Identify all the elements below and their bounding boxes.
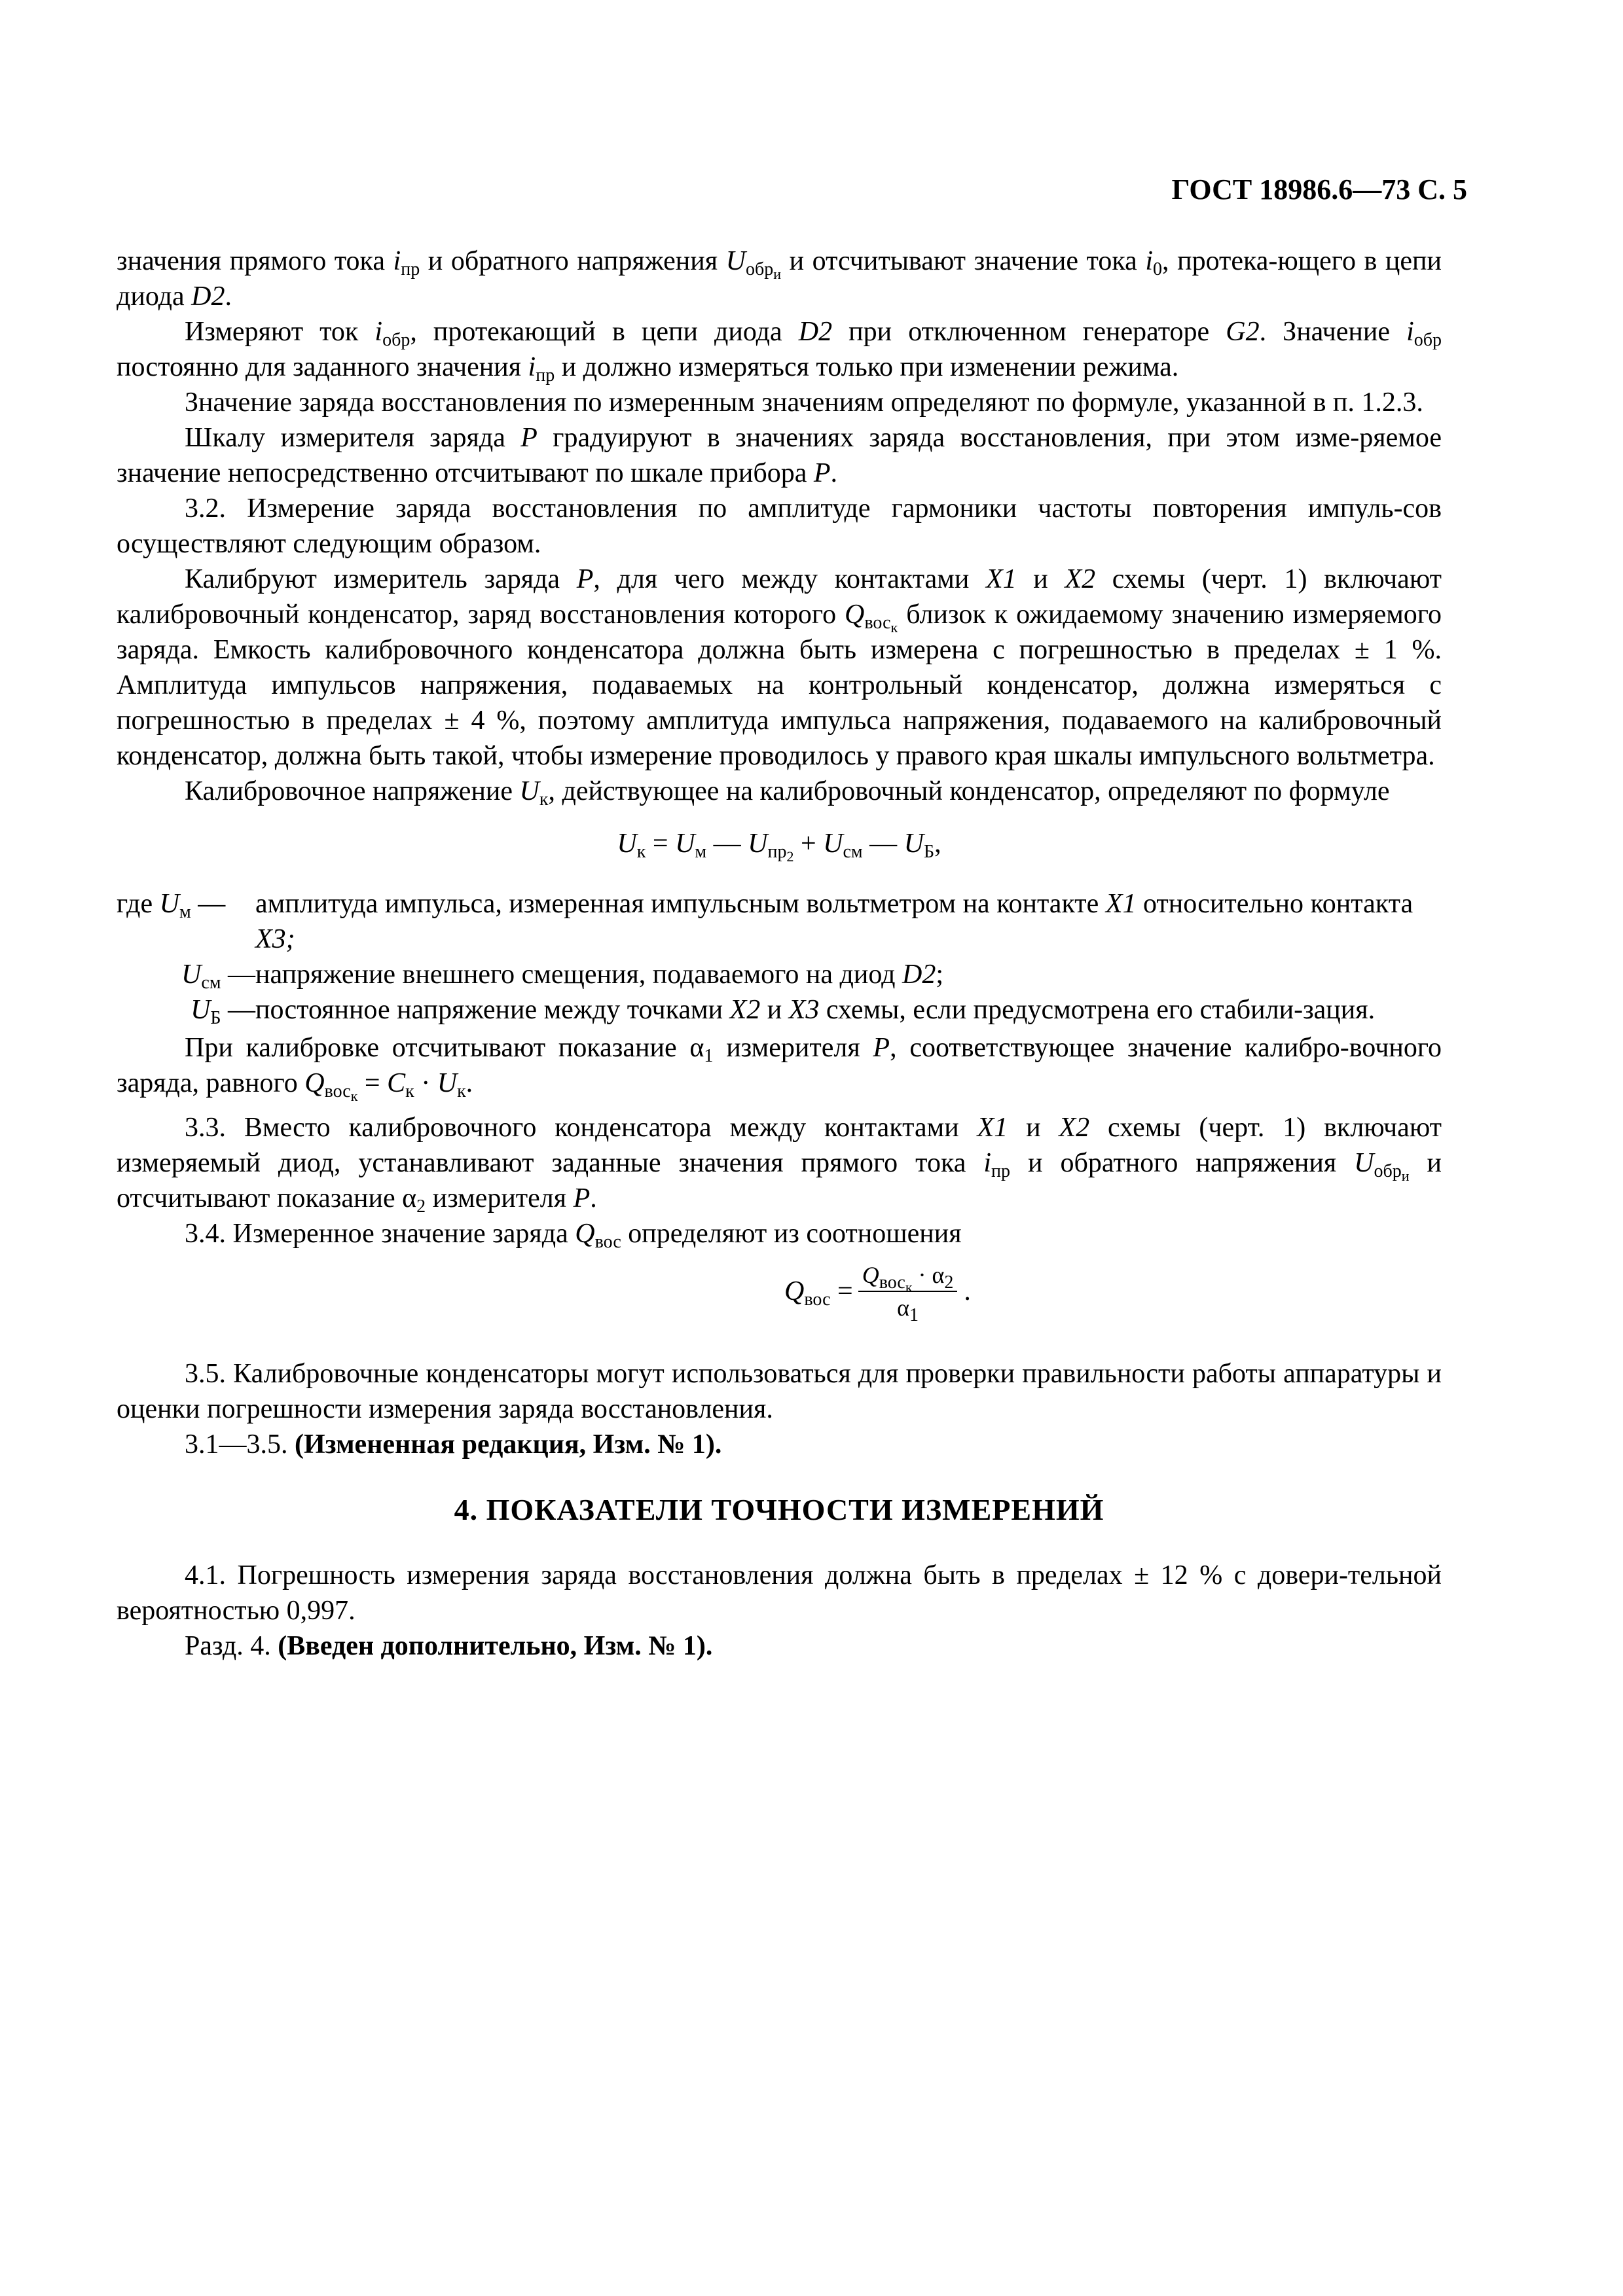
paragraph-reverse-current: Измеряют ток $i_{обр}$, протекающий в цепи диода D2 при отключенном генераторе G2. Значение $i_{обр}$ постоянно для заданного значения $i_{пр}$ и должно измеряться только при изменении режима.: [117, 317, 1442, 386]
definition-um: где $U_м$ — амплитуда импульса, измеренная импульсным вольтметром на контакте X1 относительно контакта X3;: [117, 889, 1413, 954]
paragraph-continuation: значения прямого тока $i_{пр}$ и обратного напряжения $U_{обр_и}$ и отсчитывают значение тока $i_0$, протека-ющего в цепи диода D2.: [117, 246, 1442, 312]
paragraph-3-2: 3.2. Измерение заряда восстановления по амплитуде гармоники частоты повторения импуль-сов осуществляют следующим образом.: [117, 493, 1442, 559]
paragraph-amendment-3: 3.1—3.5. (Измененная редакция, Изм. № 1).: [185, 1429, 722, 1460]
paragraph-calibration: Калибруют измеритель заряда P, для чего между контактами X1 и X2 схемы (черт. 1) включают калибровочный конденсатор, заряд восстановления которого $Q_{вос_к}$ близок к ожидаемому значению измеряемого заряда. Емкость калибровочного конденсатора должна быть измерена с погрешностью в пределах ± 1 %. Амплитуда импульсов напряжения, подаваемых на контрольный конденсатор, должна измеряться с погрешностью в пределах ± 4 %, поэтому амплитуда импульса напряжения, подаваемого на калибровочный конденсатор, должна быть такой, чтобы измерение проводилось у правого края шкалы импульсного вольтметра.: [117, 564, 1442, 771]
paragraph-3-5: 3.5. Калибровочные конденсаторы могут использоваться для проверки правильности работы аппаратуры и оценки погрешности измерения заряда восстановления.: [117, 1359, 1442, 1424]
definition-usm: $U_{см}$ — напряжение внешнего смещения, подаваемого на диод D2;: [181, 960, 943, 993]
paragraph-calibration-reading: При калибровке отсчитывают показание $\alpha_1$ измерителя P, соответствующее значение калибро-вочного заряда, равного $Q_{вос_к} = C_к \cdot U_к$.: [117, 1033, 1442, 1104]
paragraph-3-3: 3.3. Вместо калибровочного конденсатора между контактами X1 и X2 схемы (черт. 1) включают измеряемый диод, устанавливают заданные значения прямого тока $i_{пр}$ и обратного напряжения $U_{обр_и}$ и отсчитывают показание $\alpha_2$ измерителя P.: [117, 1113, 1442, 1217]
paragraph-calibration-voltage: Калибровочное напряжение $U_к$, действующее на калибровочный конденсатор, определяют по формуле: [185, 776, 1390, 810]
section-4-title: 4. ПОКАЗАТЕЛИ ТОЧНОСТИ ИЗМЕРЕНИЙ: [454, 1493, 1104, 1526]
formula-definitions: [117, 886, 1442, 1028]
paragraph-4-1: 4.1. Погрешность измерения заряда восстановления должна быть в пределах ± 12 % с довери-тельной вероятностью 0,997.: [117, 1560, 1442, 1626]
page-content: [117, 243, 1442, 1664]
formula-charge-ratio: $Q_{вос}$ = $\frac{Q_{вос_к} \cdot \alpha_2}{\alpha_1}$ .: [784, 1262, 971, 1325]
formula-calibration-voltage: $U_к = U_м$ — $U_{пр_2} + U_{см}$ — $U_Б$,: [617, 829, 941, 865]
definition-ub: $U_Б$ — постоянное напряжение между точками X2 и X3 схемы, если предусмотрена его стабили-зация.: [191, 995, 1376, 1028]
paragraph-scale: Шкалу измерителя заряда P градуируют в значениях заряда восстановления, при этом изме-ряемое значение непосредственно отсчитывают по шкале прибора P.: [117, 423, 1442, 488]
page-header: ГОСТ 18986.6—73 С. 5: [1171, 173, 1467, 206]
paragraph-3-4: 3.4. Измеренное значение заряда $Q_{вос}$ определяют из соотношения: [185, 1219, 962, 1252]
formula-fraction: [858, 1261, 958, 1325]
formula-numerator: $Q_{вос_к} \cdot \alpha_2$: [858, 1261, 958, 1292]
formula-lhs: $Q_{вос}$ =: [784, 1276, 853, 1310]
formula-denominator: $\alpha_1$: [897, 1295, 919, 1325]
paragraph-amendment-4: Разд. 4. (Введен дополнительно, Изм. № 1).: [185, 1631, 713, 1661]
paragraph-charge-value: Значение заряда восстановления по измеренным значениям определяют по формуле, указанной в п. 1.2.3.: [185, 387, 1423, 418]
